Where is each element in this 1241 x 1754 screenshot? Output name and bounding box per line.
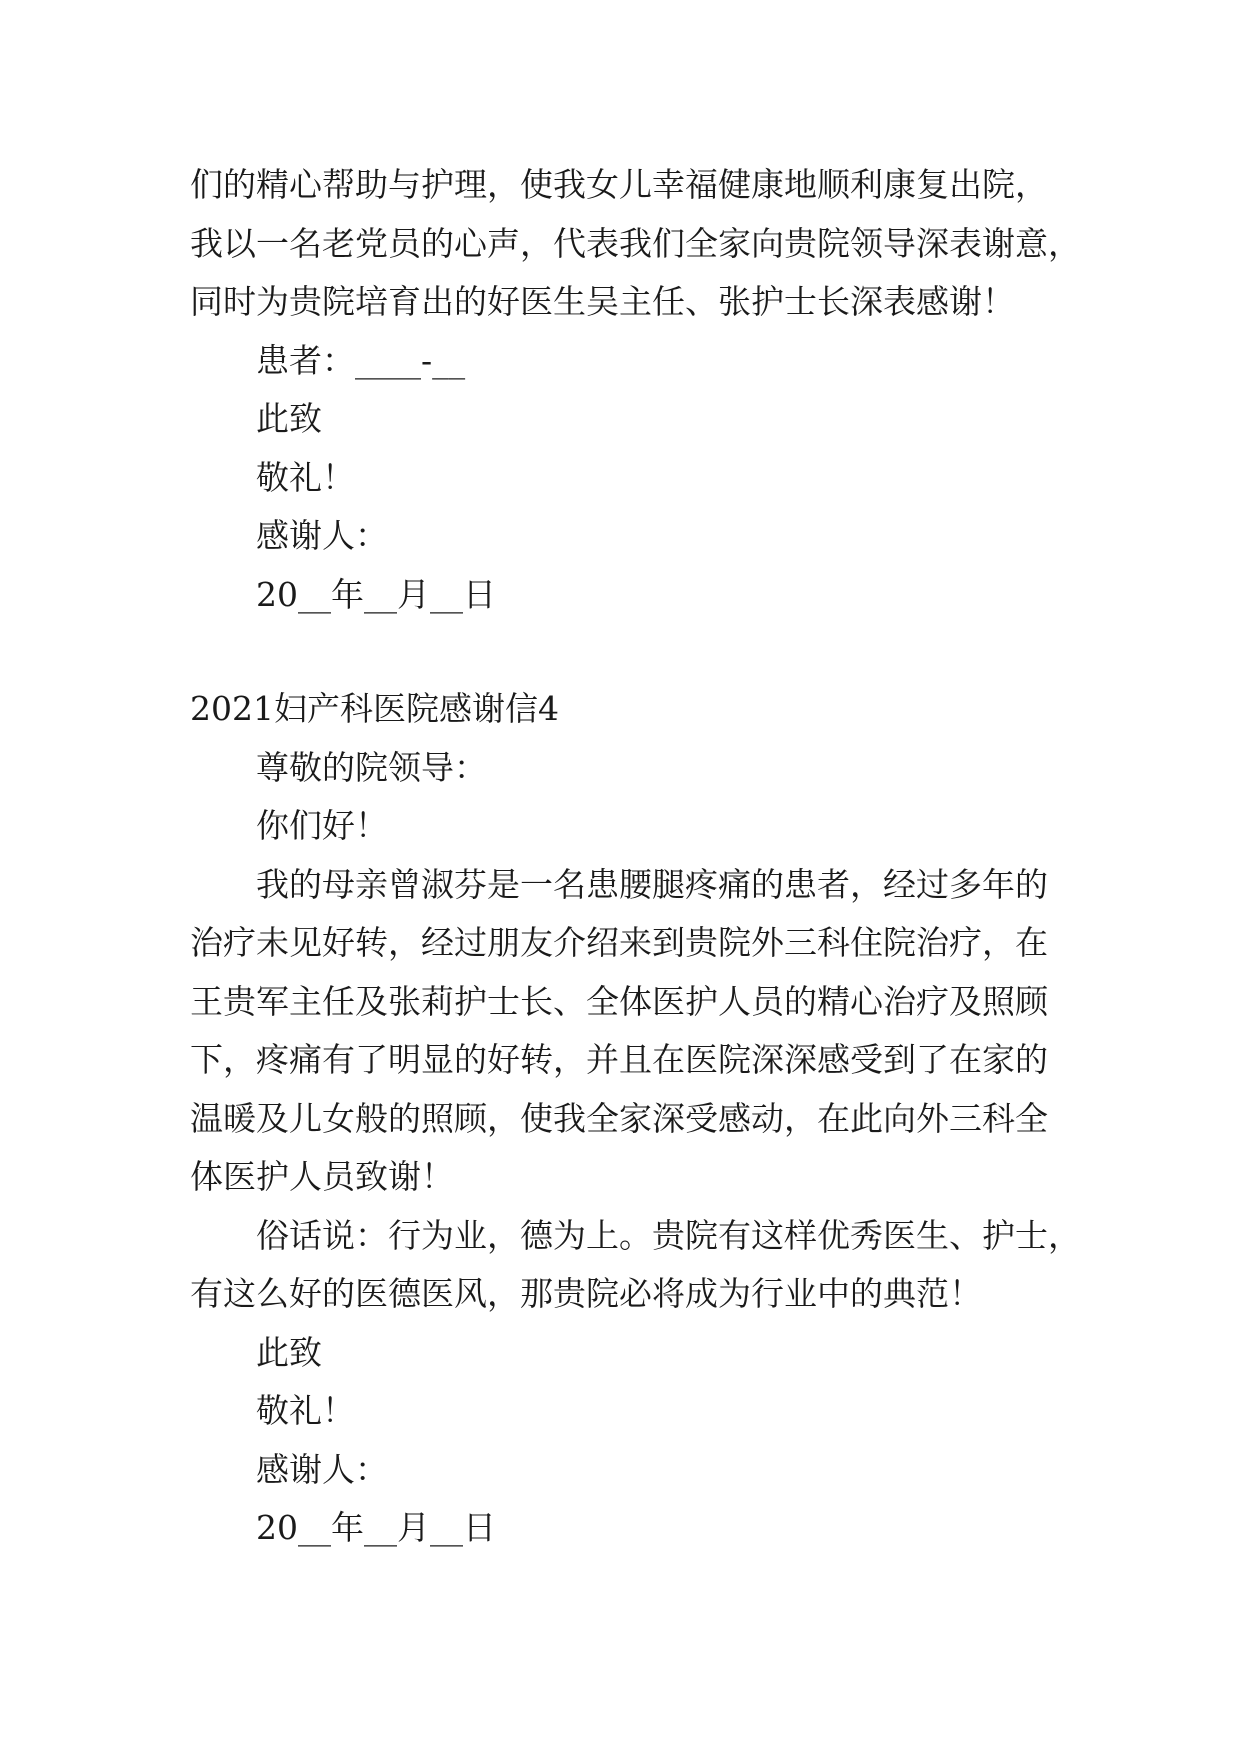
letter3-date: 20__年__月__日 <box>256 575 496 614</box>
letter3-paragraph-line-1: 们的精心帮助与护理，使我女儿幸福健康地顺利康复出院， <box>190 165 1048 204</box>
letter4-greeting: 你们好！ <box>256 806 388 845</box>
letter4-date: 20__年__月__日 <box>256 1508 496 1547</box>
letter4-paragraph1-line-2: 治疗未见好转，经过朋友介绍来到贵院外三科住院治疗，在 <box>190 923 1048 962</box>
letter3-closing-1: 此致 <box>256 399 322 438</box>
letter4-paragraph2-line-1: 俗话说：行为业，德为上。贵院有这样优秀医生、护士， <box>256 1216 1081 1255</box>
letter4-closing-1: 此致 <box>256 1333 322 1372</box>
letter4-salutation: 尊敬的院领导： <box>256 748 487 787</box>
letter4-paragraph1-line-4: 下，疼痛有了明显的好转，并且在医院深深感受到了在家的 <box>190 1040 1048 1079</box>
letter4-paragraph1-line-5: 温暖及儿女般的照顾，使我全家深受感动，在此向外三科全 <box>190 1099 1048 1138</box>
letter3-thanker: 感谢人： <box>256 516 388 555</box>
letter4-paragraph1-line-6: 体医护人员致谢！ <box>190 1157 454 1196</box>
letter3-patient-line: 患者：____-__ <box>256 341 466 380</box>
letter3-paragraph-line-2: 我以一名老党员的心声，代表我们全家向贵院领导深表谢意， <box>190 224 1081 263</box>
letter3-closing-2: 敬礼！ <box>256 458 355 497</box>
letter4-thanker: 感谢人： <box>256 1450 388 1489</box>
letter3-paragraph-line-3: 同时为贵院培育出的好医生吴主任、张护士长深表感谢！ <box>190 282 1015 321</box>
letter4-paragraph2-line-2: 有这么好的医德医风，那贵院必将成为行业中的典范！ <box>190 1274 982 1313</box>
letter4-closing-2: 敬礼！ <box>256 1391 355 1430</box>
letter4-title: 2021妇产科医院感谢信4 <box>190 689 559 728</box>
letter4-paragraph1-line-1: 我的母亲曾淑芬是一名患腰腿疼痛的患者，经过多年的 <box>256 865 1048 904</box>
letter4-paragraph1-line-3: 王贵军主任及张莉护士长、全体医护人员的精心治疗及照顾 <box>190 982 1048 1021</box>
